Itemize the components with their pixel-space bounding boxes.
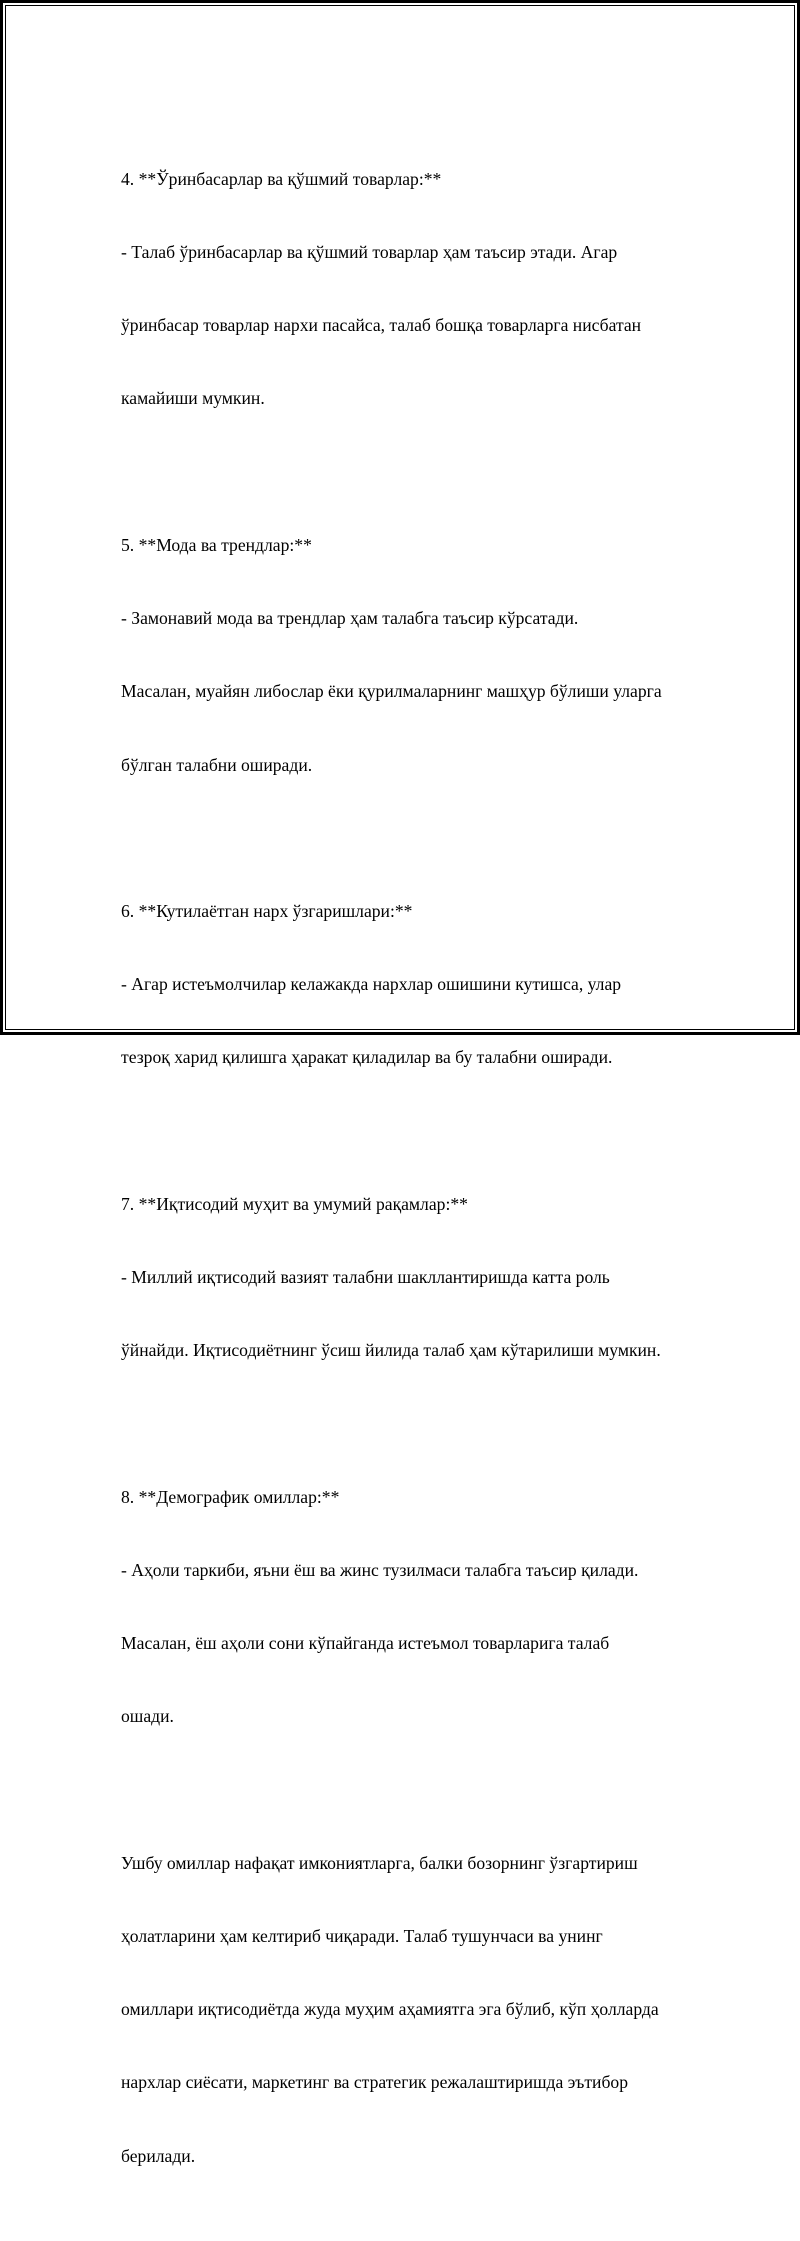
paragraph-heading: 4. **Ўринбасарлар ва қўшмий товарлар:**	[121, 168, 442, 189]
paragraph-line: - Талаб ўринбасарлар ва қўшмий товарлар ҳам таъсир этади. Агар	[121, 242, 618, 263]
paragraph-heading: 6. **Кутилаётган нарх ўзгаришлари:**	[121, 900, 413, 921]
paragraph-line: бўлган талабни оширади.	[121, 754, 313, 775]
paragraph-line: Масалан, муайян либослар ёки қурилмаларнинг машҳур бўлиши уларга	[121, 681, 662, 702]
paragraph-line: омиллари иқтисодиётда жуда муҳим аҳамиятга эга бўлиб, кўп ҳолларда	[121, 1999, 659, 2020]
paragraph-line: ўринбасар товарлар нархи пасайса, талаб бошқа товарларга нисбатан	[121, 315, 642, 336]
paragraph-line: - Агар истеъмолчилар келажакда нархлар ошишини кутишса, улар	[121, 974, 622, 995]
paragraph-line: нархлар сиёсати, маркетинг ва стратегик режалаштиришда эътибор	[121, 2072, 628, 2093]
document-body	[121, 118, 691, 2241]
paragraph-fashion-trends	[121, 484, 691, 826]
paragraph-line: Масалан, ёш аҳоли сони кўпайганда истеъмол товарларига талаб	[121, 1633, 610, 1654]
paragraph-substitutes	[121, 118, 691, 460]
paragraph-line: Ушбу омиллар нафақат имкониятларга, балки бозорнинг ўзгартириш	[121, 1852, 638, 1873]
paragraph-line: - Миллий иқтисодий вазият талабни шакллантиришда катта роль	[121, 1267, 610, 1288]
paragraph-expected-prices	[121, 850, 691, 1118]
paragraph-line: ўйнайди. Иқтисодиётнинг ўсиш йилида талаб ҳам кўтарилиши мумкин.	[121, 1340, 661, 1361]
paragraph-heading: 8. **Демографик омиллар:**	[121, 1486, 340, 1507]
paragraph-line: тезроқ харид қилишга ҳаракат қиладилар ва бу талабни оширади.	[121, 1047, 613, 1068]
paragraph-line: - Замонавий мода ва трендлар ҳам талабга таъсир кўрсатади.	[121, 608, 579, 629]
paragraph-line: ҳолатларини ҳам келтириб чиқаради. Талаб тушунчаси ва унинг	[121, 1925, 603, 1946]
paragraph-heading: 7. **Иқтисодий муҳит ва умумий рақамлар:**	[121, 1193, 468, 1214]
paragraph-line: ошади.	[121, 1706, 174, 1727]
paragraph-heading: 5. **Мода ва трендлар:**	[121, 534, 312, 555]
paragraph-economic-environment	[121, 1143, 691, 1411]
paragraph-line: - Аҳоли таркиби, яъни ёш ва жинс тузилмаси талабга таъсир қилади.	[121, 1559, 639, 1580]
paragraph-line: камайиши мумкин.	[121, 388, 265, 409]
paragraph-conclusion	[121, 1802, 691, 2217]
paragraph-line: берилади.	[121, 2145, 196, 2166]
paragraph-demographics	[121, 1436, 691, 1778]
